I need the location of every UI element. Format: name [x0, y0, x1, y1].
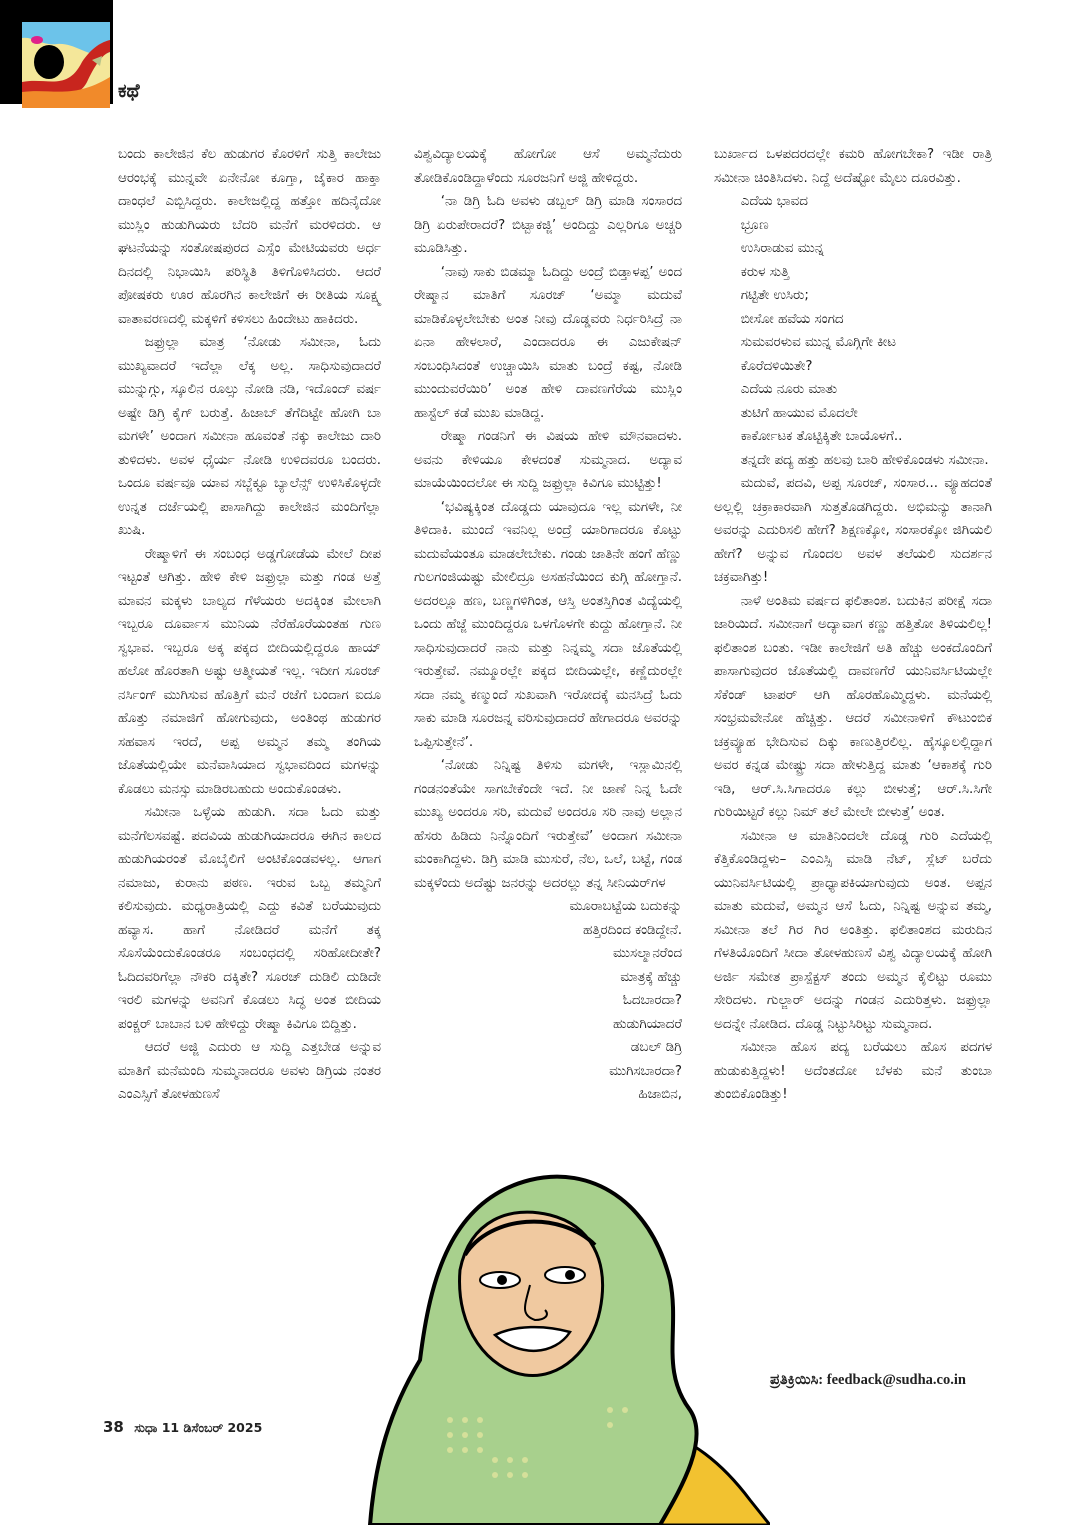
paragraph: ‘ನೋಡು ನಿನ್ನಿಷ್ಟ ತಿಳಿಸು ಮಗಳೇ, ಇಸ್ಲಾಮಿನಲ್ಲಿ ಗಂಡನಂತೆಯೇ ಸಾಗಬೇಕೆಂದೇ ಇದೆ. ನೀ ಜಾಣೆ ನಿನ್ನ ಓದೇ ಮುಖ್ಯ ಅಂದರೂ ಸರಿ, ಮದುವೆ ಅಂದರೂ ಸರಿ ನಾವು ಅಲ್ಲಾನ ಹೆಸರು ಹಿಡಿದು ನಿನ್ನೊಂದಿಗೆ ಇರುತ್ತೇವೆ’ ಅಂದಾಗ ಸಮೀನಾ ಮಂಕಾಗಿದ್ದಳು. ಡಿಗ್ರಿ ಮಾಡಿ ಮುಸುರೆ, ನೆಲ, ಒಲೆ, ಬಟ್ಟೆ, ಗಂಡ ಮಕ್ಕಳೆಂದು ಅದೆಷ್ಟು ಜನರನ್ನು ಅದರಲ್ಲು ತನ್ನ ಸೀನಿಯರ್‌ಗಳ: [414, 758, 682, 891]
wrapped-line: ಡಬಲ್ ಡಿಗ್ರಿ: [630, 1040, 682, 1055]
issue-date: 11 ಡಿಸೆಂಬರ್ 2025: [161, 1420, 263, 1435]
poem-line: ಕಾರ್ಕೋಟಕ ತೊಟ್ಟಿಕ್ಕಿತೇ ಬಾಯೊಳಗೆ..: [740, 429, 903, 444]
paragraph: ಬುರ್ಖಾದ ಒಳಪದರದಲ್ಲೇ ಕಮರಿ ಹೋಗಬೇಕಾ? ಇಡೀ ರಾತ್ರಿ ಸಮೀನಾ ಚಿಂತಿಸಿದಳು. ನಿದ್ದೆ ಅದೆಷ್ಟೋ ಮೈಲು ದೂರವಿತ್ತು.: [714, 147, 992, 186]
page-footer: [103, 1418, 262, 1436]
wrapped-line: ಹಿಜಾಬಿನ,: [638, 1087, 682, 1102]
section-logo: [0, 0, 113, 104]
paragraph: ಜಫ್ರುಲ್ಲಾ ಮಾತ್ರ ‘ನೋಡು ಸಮೀನಾ, ಓದು ಮುಖ್ಯವಾದರೆ ಇದೆಲ್ಲಾ ಲೆಕ್ಕ ಅಲ್ಲ. ಸಾಧಿಸುವುದಾದರೆ ಮುನ್ನುಗ್ಗು, ಸ್ಕೂಲಿನ ರೂಲ್ಸು ನೋಡಿ ನಡಿ, ಇದೊಂದ್ ವರ್ಷ ಅಷ್ಟೇ ಡಿಗ್ರಿ ಕೈಗ್ ಬರುತ್ತೆ. ಹಿಜಾಬ್ ತೆಗೆದಿಟ್ಟೇ ಹೋಗಿ ಬಾ ಮಗಳೇ’ ಅಂದಾಗ ಸಮೀನಾ ಹೂವಂತೆ ನಕ್ಕು ಕಾಲೇಜು ದಾರಿ ತುಳಿದಳು. ಅವಳ ಧೈರ್ಯ ನೋಡಿ ಉಳಿದವರೂ ಬಂದರು. ಒಂದೂ ವರ್ಷವೂ ಯಾವ ಸಬ್ಜೆಕ್ಟೂ ಬ್ಯಾಲೆನ್ಸ್ ಉಳಿಸಿಕೊಳ್ಳದೇ ಉನ್ನತ ದರ್ಜೆಯಲ್ಲಿ ಪಾಸಾಗಿದ್ದು ಕಾಲೇಜಿನ ಮಂದಿಗೆಲ್ಲಾ ಖುಷಿ.: [118, 335, 381, 538]
article-column-3: [714, 143, 992, 1107]
feedback-line: [770, 1372, 966, 1389]
poem-line: ಎದೆಯ ಭಾವದ: [740, 194, 808, 209]
poem-line: ತುಟಿಗೆ ಹಾಯುವ ಮೊದಲೇ: [740, 405, 858, 421]
paragraph: ಬಂದು ಕಾಲೇಜಿನ ಕೆಲ ಹುಡುಗರ ಕೊರಳಿಗೆ ಸುತ್ತಿ ಕಾಲೇಜು ಆರಂಭಕ್ಕೆ ಮುನ್ನವೇ ಏನೇನೋ ಕೂಗ್ತಾ, ಜೈಕಾರ ಹಾಕ್ತಾ ದಾಂಧಲೆ ಎಬ್ಬಿಸಿದ್ದರು. ಕಾಲೇಜಲ್ಲಿದ್ದ ಹತ್ತೋ ಹದಿನೈದೋ ಮುಸ್ಲಿಂ ಹುಡುಗಿಯರು ಬೆದರಿ ಮನೆಗೆ ಮರಳಿದರು. ಆ ಘಟನೆಯನ್ನು ಸಂತೋಷಪುರದ ಎಸ್ಸೆಂ ಮೇಟಿಯವರು ಅರ್ಧ ದಿನದಲ್ಲಿ ನಿಭಾಯಿಸಿ ಪರಿಸ್ಥಿತಿ ತಿಳಿಗೊಳಿಸಿದರು. ಆದರೆ ಪೋಷಕರು ಊರ ಹೊರಗಿನ ಕಾಲೇಜಿಗೆ ಈ ರೀತಿಯ ಸೂಕ್ಷ್ಮ ವಾತಾವರಣದಲ್ಲಿ ಮಕ್ಕಳಿಗೆ ಕಳಿಸಲು ಹಿಂದೇಟು ಹಾಕಿದರು.: [118, 147, 381, 327]
paragraph: ಸಮೀನಾ ಆ ಮಾತಿನಿಂದಲೇ ದೊಡ್ಡ ಗುರಿ ಎದೆಯಲ್ಲಿ ಕೆತ್ತಿಕೊಂಡಿದ್ದಳು– ಎಂಎಸ್ಸಿ ಮಾಡಿ ನೆಟ್, ಸ್ಲೆಟ್ ಬರೆದು ಯುನಿವರ್ಸಿಟಿಯಲ್ಲಿ ಪ್ರಾಧ್ಯಾಪಕಿಯಾಗುವುದು ಅಂತ. ಅಪ್ಪನ ಮಾತು ಮದುವೆ, ಅಮ್ಮನ ಆಸೆ ಓದು, ನಿನ್ನಿಷ್ಟ ಅನ್ನುವ ತಮ್ಮ, ಸಮೀನಾ ತಲೆ ಗಿರ ಗಿರ ಅಂತಿತ್ತು. ಫಲಿತಾಂಶದ ಮರುದಿನ ಗೆಳತಿಯೊಂದಿಗೆ ಸೀದಾ ತೋಳಹುಣಸೆ ವಿಶ್ವ ವಿದ್ಯಾಲಯಕ್ಕೆ ಹೋಗಿ ಅರ್ಜಿ ಸಮೇತ ಪ್ರಾಸ್ಪೆಕ್ಟಸ್ ತಂದು ಅಮ್ಮನ ಕೈಲಿಟ್ಟು ರೂಮು ಸೇರಿದಳು. ಗುಲ್ಜಾರ್ ಅದನ್ನು ಗಂಡನ ಎದುರಿತ್ತಳು. ಜಫ್ರುಲ್ಲಾ ಅದನ್ನೇ ನೋಡಿದ. ದೊಡ್ಡ ನಿಟ್ಟುಸಿರಿಟ್ಟು ಸುಮ್ಮನಾದ.: [714, 828, 992, 1032]
paragraph: ಸಮೀನಾ ಹೊಸ ಪದ್ಯ ಬರೆಯಲು ಹೊಸ ಪದಗಳ ಹುಡುಕುತ್ತಿದ್ದಳು! ಅದೆಂತದೋ ಬೆಳಕು ಮನೆ ತುಂಬಾ ತುಂಬಿಕೊಂಡಿತ್ತು!: [714, 1040, 992, 1102]
paragraph: ರೇಷ್ಮಾಳಿಗೆ ಈ ಸಂಬಂಧ ಅಡ್ಡಗೋಡೆಯ ಮೇಲೆ ದೀಪ ಇಟ್ಟಂತೆ ಆಗಿತ್ತು. ಹೇಳಿ ಕೇಳಿ ಜಫ್ರುಲ್ಲಾ ಮತ್ತು ಗಂಡ ಅತ್ತೆ ಮಾವನ ಮಕ್ಕಳು ಬಾಲ್ಯದ ಗೆಳೆಯರು ಅದಕ್ಕಿಂತ ಮೇಲಾಗಿ ಇಬ್ಬರೂ ದೂರ್ವಾಸ ಮುನಿಯ ನೆರೆಹೊರೆಯಂತಹ ಗುಣ ಸ್ವಭಾವ. ಇಬ್ಬರೂ ಅಕ್ಕ ಪಕ್ಕದ ಬೀದಿಯಲ್ಲಿದ್ದರೂ ಹಾಯ್ ಹಲೋ ಹೊರತಾಗಿ ಅಷ್ಟು ಆತ್ಮೀಯತೆ ಇಲ್ಲ. ಇದೀಗ ಸೂರಜ್ ನರ್ಸಿಂಗ್ ಮುಗಿಸುವ ಹೊತ್ತಿಗೆ ಮನೆ ರಜೆಗೆ ಬಂದಾಗ ಐದೂ ಹೊತ್ತು ನಮಾಜಿಗೆ ಹೋಗುವುದು, ಅಂತಿಂಥ ಹುಡುಗರ ಸಹವಾಸ ಇರದೆ, ಅಪ್ಪ ಅಮ್ಮನ ತಮ್ಮ ತಂಗಿಯ ಜೊತೆಯಲ್ಲಿಯೇ ಮನೆವಾಸಿಯಾದ ಸ್ವಭಾವದಿಂದ ಮಗಳನ್ನು ಕೊಡಲು ಮನಸ್ಸು ಮಾಡಿರಬಹುದು ಅಂದುಕೊಂಡಳು.: [118, 546, 381, 797]
wrapped-line: ಮೂರಾಬಟ್ಟೆಯ ಬದುಕನ್ನು: [569, 899, 682, 914]
wrapped-line: ಹುಡುಗಿಯಾದರೆ: [613, 1016, 682, 1032]
wrapped-line: ಮುಸಲ್ಮಾನರೆಂದ: [613, 946, 682, 961]
article-column-1: [118, 143, 381, 1107]
paragraph: ರೇಷ್ಮಾ ಗಂಡನಿಗೆ ಈ ವಿಷಯ ಹೇಳಿ ಮೌನವಾದಳು. ಅವನು ಕೇಳಿಯೂ ಕೇಳದಂತೆ ಸುಮ್ಮನಾದ. ಅದ್ಯಾವ ಮಾಯೆಯಿಂದಲೋ ಈ ಸುದ್ದಿ ಜಫ್ರುಲ್ಲಾ ಕಿವಿಗೂ ಮುಟ್ಟಿತ್ತು!: [414, 429, 682, 491]
feedback-email-link[interactable]: feedback@sudha.co.in: [826, 1372, 966, 1388]
section-title: ಕಥೆ: [118, 80, 140, 102]
poem-line: ಉಸಿರಾಡುವ ಮುನ್ನ: [740, 241, 825, 256]
paragraph: ಸಮೀನಾ ಒಳ್ಳೆಯ ಹುಡುಗಿ. ಸದಾ ಓದು ಮತ್ತು ಮನೆಗೆಲಸವಷ್ಟೆ. ಪದವಿಯ ಹುಡುಗಿಯಾದರೂ ಈಗಿನ ಕಾಲದ ಹುಡುಗಿಯರಂತೆ ಮೊಬೈಲಿಗೆ ಅಂಟಿಕೊಂಡವಳಲ್ಲ. ಆಗಾಗ ನಮಾಜು, ಕುರಾನು ಪಠಣ. ಇರುವ ಒಬ್ಬ ತಮ್ಮನಿಗೆ ಕಲಿಸುವುದು. ಮಧ್ಯರಾತ್ರಿಯಲ್ಲಿ ಎದ್ದು ಕವಿತೆ ಬರೆಯುವುದು ಹವ್ಯಾಸ. ಹಾಗೆ ನೋಡಿದರೆ ಮನೆಗೆ ತಕ್ಕ ಸೊಸೆಯೆಂದುಕೊಂಡರೂ ಸಂಬಂಧದಲ್ಲಿ ಸರಿಹೋದೀತೇ? ಓದಿದವರಿಗೆಲ್ಲಾ ನೌಕರಿ ದಕ್ಕಿತೇ? ಸೂರಜ್ ದುಡಿಲಿ ದುಡಿದೇ ಇರಲಿ ಮಗಳನ್ನು ಅವನಿಗೆ ಕೊಡಲು ಸಿದ್ಧ ಅಂತ ಬೀದಿಯ ಪಂಕ್ಚರ್ ಬಾಬಾನ ಬಳಿ ಹೇಳಿದ್ದು ರೇಷ್ಮಾ ಕಿವಿಗೂ ಬಿದ್ದಿತ್ತು.: [118, 805, 381, 1032]
poem-line: ಬೀಸೋ ಹವೆಯ ಸಂಗದ: [740, 311, 844, 327]
wrapped-line: ಹತ್ತಿರದಿಂದ ಕಂಡಿದ್ದೇನೆ.: [583, 922, 682, 938]
feedback-label: ಪ್ರತಿಕ್ರಿಯಿಸಿ:: [770, 1372, 824, 1388]
poem-line: ಸುಮವರಳುವ ಮುನ್ನ ಮೊಗ್ಗಿಗೇ ಕೀಟ: [740, 335, 896, 350]
poem-line: ಗಟ್ಟಿತೇ ಉಸಿರು;: [740, 288, 809, 303]
paragraph: ತನ್ನದೇ ಪದ್ಯ ಹತ್ತು ಹಲವು ಬಾರಿ ಹೇಳಿಕೊಂಡಳು ಸಮೀನಾ.: [740, 452, 989, 468]
article-column-2: [414, 143, 682, 1107]
poem-line: ಎದೆಯ ನೂರು ಮಾತು: [740, 382, 838, 397]
poem: [714, 190, 992, 449]
page-number: 38: [103, 1418, 124, 1436]
magazine-name: ಸುಧಾ: [134, 1420, 158, 1435]
poem-line: ಭ್ರೂಣ: [740, 217, 769, 233]
poem-line: ಕರುಳ ಸುತ್ತಿ: [740, 264, 790, 280]
paragraph: ‘ನಾವು ಸಾಕು ಬಿಡಮ್ಮಾ ಓದಿದ್ದು ಅಂದ್ರೆ ಬಿಡ್ತಾಳಪ್ಪ’ ಅಂದ ರೇಷ್ಮಾನ ಮಾತಿಗೆ ಸೂರಜ್ ‘ಅಮ್ಮಾ ಮದುವೆ ಮಾಡಿಕೊಳ್ಳಲೇಬೇಕು ಅಂತ ನೀವು ದೊಡ್ಡವರು ನಿರ್ಧರಿಸಿದ್ರೆ ನಾ ಏನಾ ಹೇಳಲಾರೆ, ಎಂದಾದರೂ ಈ ಎಜುಕೇಷನ್ ಸಂಬಂಧಿಸಿದಂತೆ ಉಚ್ಚಾಯಿಸಿ ಮಾತು ಬಂದ್ರೆ ಕಷ್ಟ, ನೋಡಿ ಮುಂದುವರೆಯಿರಿ’ ಅಂತ ಹೇಳಿ ದಾವಣಗೆರೆಯ ಮುಸ್ಲಿಂ ಹಾಸ್ಟೆಲ್ ಕಡೆ ಮುಖ ಮಾಡಿದ್ದ.: [414, 264, 682, 421]
wrapped-line: ಮುಗಿಸಬಾರದಾ?: [609, 1063, 682, 1079]
abstract-art-logo-icon: [22, 22, 110, 108]
woman-in-hijab-illustration: [330, 1160, 770, 1525]
paragraph: ವಿಶ್ವವಿದ್ಯಾಲಯಕ್ಕೆ ಹೋಗೋ ಆಸೆ ಅಮ್ಮನೆದುರು ತೋಡಿಕೊಂಡಿದ್ದಾಳೆಂದು ಸೂರಜನಿಗೆ ಅಜ್ಜಿ ಹೇಳಿದ್ದರು.: [414, 147, 682, 186]
paragraph: ‘ಭವಿಷ್ಯಕ್ಕಿಂತ ದೊಡ್ಡದು ಯಾವುದೂ ಇಲ್ಲ ಮಗಳೇ, ನೀ ತಿಳಿದಾಕಿ. ಮುಂದೆ ಇವನಿಲ್ಲ ಅಂದ್ರೆ ಯಾರಿಗಾದರೂ ಕೊಟ್ಟು ಮದುವೆಯಂತೂ ಮಾಡಲೇಬೇಕು. ಗಂಡು ಜಾತಿನೇ ಹಂಗೆ ಹೆಣ್ಣು ಗುಲಗಂಜಿಯಷ್ಟು ಮೇಲಿದ್ರೂ ಅಸಹನೆಯಿಂದ ಕುಗ್ಗಿ ಹೋಗ್ತಾನೆ. ಅದರಲ್ಲೂ ಹಣ, ಬಣ್ಣಗಳಿಗಿಂತ, ಆಸ್ತಿ ಅಂತಸ್ತಿಗಿಂತ ವಿದ್ಯೆಯಲ್ಲಿ ಒಂದು ಹೆಜ್ಜೆ ಮುಂದಿದ್ದರೂ ಒಳಗೊಳಗೇ ಕುದ್ದು ಹೋಗ್ತಾನೆ. ನೀ ಸಾಧಿಸುವುದಾದರೆ ನಾನು ಮತ್ತು ನಿನ್ನಮ್ಮ ಸದಾ ಜೊತೆಯಲ್ಲಿ ಇರುತ್ತೇವೆ. ನಮ್ಮೂರಲ್ಲೇ ಪಕ್ಕದ ಬೀದಿಯಲ್ಲೇ, ಕಣ್ಣೆದುರಲ್ಲೇ ಸದಾ ನಮ್ಮ ಕಣ್ಮುಂದೆ ಸುಖವಾಗಿ ಇರೋದಕ್ಕೆ ಮನಸಿದ್ರೆ ಓದು ಸಾಕು ಮಾಡಿ ಸೂರಜನ್ನ ವರಿಸುವುದಾದರೆ ಹೇಗಾದರೂ ಅವರನ್ನು ಒಪ್ಪಿಸುತ್ತೇನೆ’.: [414, 499, 682, 750]
paragraph: ಮದುವೆ, ಪದವಿ, ಅಪ್ಪ ಸೂರಜ್, ಸಂಸಾರ... ವ್ಯೂಹದಂತೆ ಅಲ್ಲಲ್ಲಿ ಚಕ್ರಾಕಾರವಾಗಿ ಸುತ್ತತೊಡಗಿದ್ದರು. ಅಭಿಮನ್ಯು ತಾನಾಗಿ ಅವರನ್ನು ಎದುರಿಸಲಿ ಹೇಗೆ? ಶಿಕ್ಷಣಕ್ಕೋ, ಸಂಸಾರಕ್ಕೋ ಜಿಗಿಯಲಿ ಹೇಗೆ? ಅನ್ನುವ ಗೊಂದಲ ಅವಳ ತಲೆಯಲಿ ಸುದರ್ಶನ ಚಕ್ರವಾಗಿತ್ತು!: [714, 476, 992, 585]
paragraph: ನಾಳೆ ಅಂತಿಮ ವರ್ಷದ ಫಲಿತಾಂಶ. ಬದುಕಿನ ಪರೀಕ್ಷೆ ಸದಾ ಜಾರಿಯಿದೆ. ಸಮೀನಾಗೆ ಅದ್ಯಾವಾಗ ಕಣ್ಣು ಹತ್ತಿತೋ ತಿಳಿಯಲಿಲ್ಲ! ಫಲಿತಾಂಶ ಬಂತು. ಇಡೀ ಕಾಲೇಜಿಗೆ ಅತಿ ಹೆಚ್ಚು ಅಂಕದೊಂದಿಗೆ ಪಾಸಾಗುವುದರ ಜೊತೆಯಲ್ಲಿ ದಾವಣಗೆರೆ ಯುನಿವರ್ಸಿಟಿಯಲ್ಲೇ ಸೆಕೆಂಡ್ ಟಾಪರ್ ಆಗಿ ಹೊರಹೊಮ್ಮಿದ್ದಳು. ಮನೆಯಲ್ಲಿ ಸಂಭ್ರಮವೇನೋ ಹೆಚ್ಚಿತ್ತು. ಆದರೆ ಸಮೀನಾಳಿಗೆ ಕೌಟುಂಬಿಕ ಚಕ್ರವ್ಯೂಹ ಭೇದಿಸುವ ದಿಕ್ಕು ಕಾಣುತ್ತಿರಲಿಲ್ಲ. ಹೈಸ್ಕೂಲಲ್ಲಿದ್ದಾಗ ಅವರ ಕನ್ನಡ ಮೇಷ್ಟ್ರು ಸದಾ ಹೇಳುತ್ತಿದ್ದ ಮಾತು ‘ಆಕಾಶಕ್ಕೆ ಗುರಿ ಇಡಿ, ಆರ್.ಸಿ.ಸಿಗಾದರೂ ಕಲ್ಲು ಬೀಳುತ್ತೆ; ಆರ್.ಸಿ.ಸಿಗೇ ಗುರಿಯಿಟ್ಟರೆ ಕಲ್ಲು ನಿಮ್ ತಲೆ ಮೇಲೇ ಬೀಳುತ್ತೆ’ ಅಂತ.: [714, 593, 992, 820]
paragraph: ಆದರೆ ಅಜ್ಜಿ ಎದುರು ಆ ಸುದ್ದಿ ಎತ್ತಬೇಡ ಅನ್ನುವ ಮಾತಿಗೆ ಮನೆಮಂದಿ ಸುಮ್ಮನಾದರೂ ಅವಳು ಡಿಗ್ರಿಯ ನಂತರ ಎಂಎಸ್ಸಿಗೆ ತೋಳಹುಣಸೆ: [118, 1040, 381, 1102]
wrapped-line: ಮಾತ್ರಕ್ಕೆ ಹೆಚ್ಚು: [620, 969, 682, 985]
poem-line: ಕೊರೆದಳಿಯಿತೇ?: [740, 358, 813, 374]
paragraph: ‘ನಾ ಡಿಗ್ರಿ ಓದಿ ಅವಳು ಡಬ್ಬಲ್ ಡಿಗ್ರಿ ಮಾಡಿ ಸಂಸಾರದ ಡಿಗ್ರಿ ಏರುಪೇರಾದರೆ? ಬಿಟ್ಬಾಕಜ್ಜಿ’ ಅಂದಿದ್ದು ಎಲ್ಲರಿಗೂ ಅಚ್ಚರಿ ಮೂಡಿಸಿತ್ತು.: [414, 194, 682, 256]
wrapped-line: ಓದಬಾರದಾ?: [622, 993, 682, 1008]
